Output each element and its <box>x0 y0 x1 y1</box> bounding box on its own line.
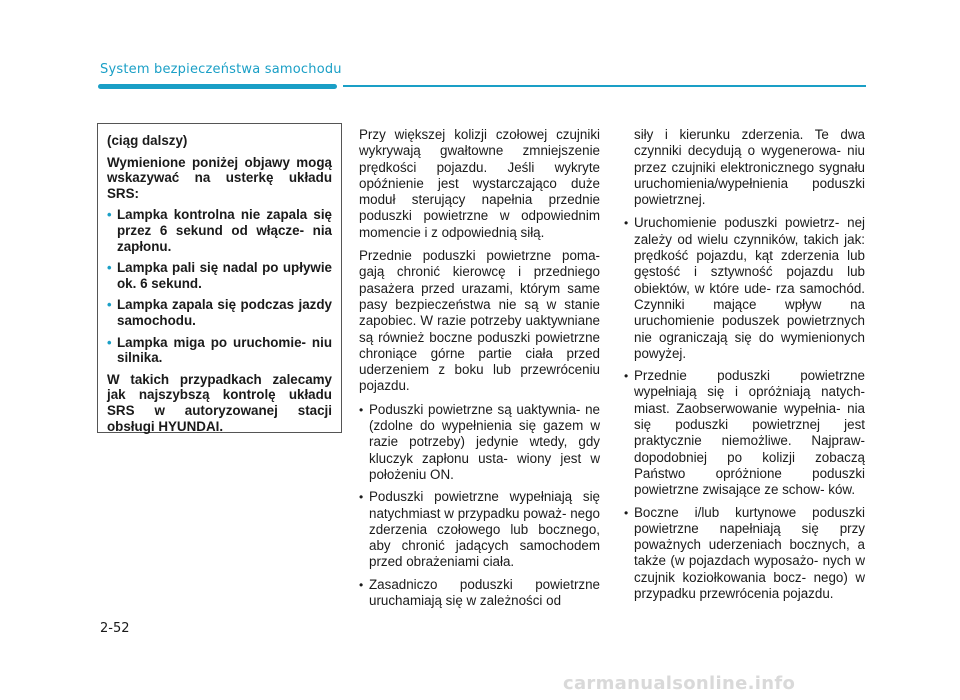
bullet-icon: • <box>359 402 364 417</box>
watermark: carmanualsonline.info <box>563 673 796 694</box>
text-column-right <box>624 127 865 608</box>
bullet-icon: • <box>107 260 112 276</box>
list-item: • Boczne i/lub kurtynowe poduszki powietrzne napełniają się przy poważnych uderzeniach bocznych, a także (w pojazdach wyposażo- nych w czujnik koziołkowania bocz- nego) w przypadku przewrócenia pojazdu. <box>624 504 865 602</box>
body-paragraph: Przy większej kolizji czołowej czujniki wykrywają gwałtowne zmniejszenie prędkości pojazdu. Jeśli wykryte opóźnienie jest wystarczająco duże moduł sterujący napełnia przednie poduszki powietrzne w odpowiednim momencie i z odpowiednią siłą. <box>359 127 600 240</box>
text-column-middle <box>359 127 600 615</box>
list-item: • Poduszki powietrzne są uaktywnia- ne (zdolne do wypełnienia się gazem w razie potrzeby) jedynie wtedy, gdy kluczyk zapłonu usta- wiony jest w położeniu ON. <box>359 401 600 482</box>
bullet-icon: • <box>107 207 112 223</box>
bullet-icon: • <box>359 490 364 505</box>
bullet-icon: • <box>107 297 112 313</box>
warning-item: • Lampka miga po uruchomie- niu silnika. <box>107 334 332 366</box>
list-item: • Poduszki powietrzne wypełniają się natychmiast w przypadku poważ- nego zderzenia czołowego lub bocznego, aby chronić jadących samochodem przed obrażeniami ciała. <box>359 489 600 570</box>
bullet-list <box>624 215 865 602</box>
bullet-icon: • <box>624 505 629 520</box>
warning-item: • Lampka kontrolna nie zapala się przez 6 sekund od włącze- nia zapłonu. <box>107 207 332 254</box>
bullet-icon: • <box>359 577 364 592</box>
warning-item: • Lampka zapala się podczas jazdy samochodu. <box>107 297 332 328</box>
bullet-list <box>359 402 600 610</box>
warning-item: • Lampka pali się nadal po upływie ok. 6 sekund. <box>107 260 332 291</box>
bullet-icon: • <box>624 369 629 384</box>
warning-list <box>107 207 332 365</box>
list-item: • Przednie poduszki powietrzne wypełniają się i opróżniają natych- miast. Zaobserwowanie wypełnia- nia się poduszki powietrznej jest praktycznie niemożliwe. Najpraw- dopodobniej po kolizji zobaczą Państwo opróżnione poduszki powietrzne zwisające ze schow- ków. <box>624 368 865 498</box>
list-item: • Zasadniczo poduszki powietrzne uruchamiają się w zależności od <box>359 576 600 609</box>
page-number: 2-52 <box>100 621 130 636</box>
list-item: • Uruchomienie poduszki powietrz- nej zależy od wielu czynników, takich jak: prędkość pojazdu, kąt zderzenia lub gęstość i sztywność pojazdu lub obiektów, w które ude- rza samochód. Czynniki mające wpływ na uruchomienie poduszek powietrznych nie ograniczają się do wymienionych powyżej. <box>624 215 865 361</box>
bullet-icon: • <box>624 216 629 231</box>
srs-warning-box <box>97 123 342 433</box>
continued-label: (ciąg dalszy) <box>107 133 188 148</box>
section-header-title: System bezpieczeństwa samochodu <box>100 62 342 77</box>
section-header-rule <box>343 85 866 87</box>
body-paragraph: Przednie poduszki powietrzne poma- gają chronić kierowcę i przedniego pasażera przed urazami, którym same pasy bezpieczeństwa nie są w stanie zapobiec. W razie potrzeby uaktywniane są również boczne poduszki powietrzne chroniące górne partie ciała przed uderzeniem z boku lub przewróceniu pojazdu. <box>359 248 600 394</box>
continued-paragraph: siły i kierunku zderzenia. Te dwa czynniki decydują o wygenerowa- niu przez czujniki elektronicznego sygnału uruchomienia/wypełnienia poduszki powietrznej. <box>634 127 865 208</box>
warning-outro: W takich przypadkach zalecamy jak najszybszą kontrolę układu SRS w autoryzowanej stacji obsługi HYUNDAI. <box>107 371 332 434</box>
warning-intro: Wymienione poniżej objawy mogą wskazywać na usterkę układu SRS: <box>107 154 332 201</box>
bullet-icon: • <box>107 334 112 350</box>
section-header-bar <box>98 84 337 89</box>
